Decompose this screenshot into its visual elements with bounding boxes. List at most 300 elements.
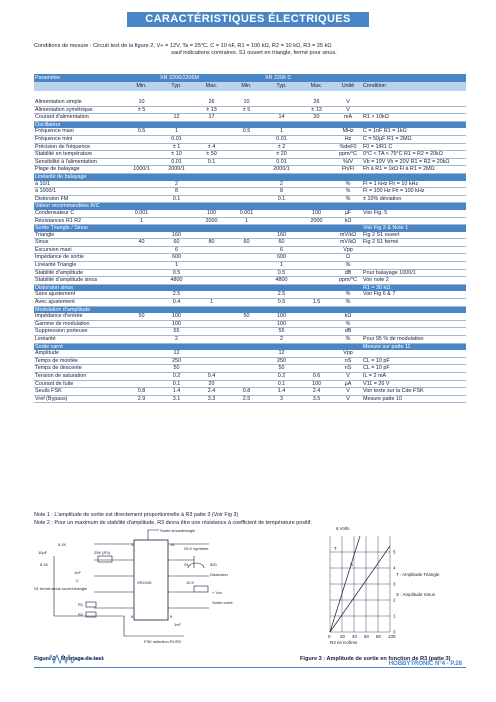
value-cell xyxy=(194,320,229,328)
x-tick-label: 100 xyxy=(388,634,396,639)
value-cell: kΩ xyxy=(334,217,362,225)
parameter-cell: Sinus xyxy=(34,239,124,247)
y-tick-label: 1 xyxy=(393,613,396,619)
value-cell: % xyxy=(334,188,362,196)
header-cell: XR 2206 C xyxy=(264,74,466,82)
parameter-cell: Précision de fréquence xyxy=(34,143,124,151)
value-cell: V xyxy=(334,99,362,106)
value-cell xyxy=(299,239,334,247)
value-cell xyxy=(124,372,159,380)
value-cell: 50 xyxy=(264,365,299,373)
value-cell: ± 5 xyxy=(229,106,264,114)
value-cell: % xyxy=(334,299,362,307)
subheader-cell: Max. xyxy=(299,82,334,91)
value-cell xyxy=(229,195,264,203)
value-cell xyxy=(229,254,264,262)
value-cell: MHz xyxy=(334,128,362,135)
table-subheader-row xyxy=(34,82,466,91)
value-cell: % xyxy=(334,291,362,298)
value-cell: V xyxy=(334,395,362,403)
waveform-logo-icon xyxy=(34,652,104,666)
value-cell: 1 xyxy=(229,217,264,225)
value-cell: 12 xyxy=(264,350,299,357)
value-cell: 3.1 xyxy=(159,395,194,403)
value-cell: ± 2 xyxy=(264,143,299,151)
value-cell: 40 xyxy=(124,239,159,247)
electrical-characteristics-table xyxy=(34,74,466,403)
value-cell: 100 xyxy=(299,380,334,388)
x-tick-label: 20 xyxy=(340,634,346,639)
value-cell: dB xyxy=(334,269,362,277)
value-cell xyxy=(194,135,229,143)
subheader-cell xyxy=(34,82,124,91)
section-header-row xyxy=(34,343,466,350)
value-cell: ± 13 xyxy=(299,106,334,114)
value-cell: 3.3 xyxy=(194,395,229,403)
value-cell: 100 xyxy=(299,210,334,217)
value-cell: 26 xyxy=(299,99,334,106)
sine-output-label: Sortie sinus/triangle xyxy=(160,528,196,533)
value-cell: 0.2 xyxy=(264,372,299,380)
footer-page-ref: HOBBYTRONIC N°4 - P.28 xyxy=(388,661,462,667)
value-cell: 60 xyxy=(159,239,194,247)
x-tick-label: 40 xyxy=(352,634,358,639)
value-cell: ± 50 xyxy=(194,151,229,159)
value-cell: 2.9 xyxy=(124,395,159,403)
value-cell xyxy=(159,217,194,225)
table-row xyxy=(34,232,466,239)
value-cell xyxy=(229,350,264,357)
value-cell xyxy=(229,269,264,277)
value-cell xyxy=(229,328,264,336)
section-header-row xyxy=(34,173,466,180)
value-cell: 6 xyxy=(264,246,299,254)
table-row xyxy=(34,328,466,336)
value-cell xyxy=(299,262,334,270)
value-cell xyxy=(299,313,334,320)
cap-c-label: C xyxy=(76,578,79,583)
y-tick-label: 5 xyxy=(393,549,396,555)
value-cell xyxy=(229,114,264,122)
square-output-label: Sortie carré xyxy=(212,600,233,605)
value-cell xyxy=(229,166,264,174)
x-axis-label: R3 en Kohms xyxy=(330,640,358,645)
y-tick-label: 0 xyxy=(393,629,396,635)
subheader-cell: Min. xyxy=(229,82,264,91)
value-cell: mV/kΩ xyxy=(334,239,362,247)
value-cell: 0.1 xyxy=(264,195,299,203)
r-5k1-label: 5.1K xyxy=(58,542,67,547)
table-row xyxy=(34,188,466,196)
page-title: CARACTÉRISTIQUES ÉLECTRIQUES xyxy=(127,12,369,27)
value-cell xyxy=(194,328,229,336)
value-cell xyxy=(194,336,229,344)
value-cell: Voir Fig 6 & 7 xyxy=(362,291,466,298)
value-cell: Fig 2 S1 fermé xyxy=(362,239,466,247)
r2-label: R2 xyxy=(78,612,84,617)
value-cell: 0.1 xyxy=(159,380,194,388)
value-cell: ± 4 xyxy=(194,143,229,151)
r3-label: 25K (R3) xyxy=(94,550,111,555)
value-cell xyxy=(362,246,466,254)
value-cell: Fig 2 S1 ouvert xyxy=(362,232,466,239)
value-cell: 1.4 xyxy=(264,388,299,396)
value-cell xyxy=(194,350,229,357)
value-cell: ± 10% déviation xyxy=(362,195,466,203)
value-cell: nS xyxy=(334,357,362,365)
table-row xyxy=(34,151,466,159)
r1-label: R1 xyxy=(78,602,84,607)
value-cell xyxy=(299,188,334,196)
table-row xyxy=(34,313,466,320)
value-cell: 1 xyxy=(159,262,194,270)
value-cell xyxy=(299,269,334,277)
value-cell xyxy=(264,99,299,106)
value-cell xyxy=(124,181,159,188)
value-cell: ± 5 xyxy=(124,106,159,114)
value-cell xyxy=(124,299,159,307)
value-cell: F0 = 1/R1 C xyxy=(362,143,466,151)
value-cell: 2 xyxy=(264,181,299,188)
cap-1nf-b-label: 1nF xyxy=(174,622,181,627)
value-cell xyxy=(229,372,264,380)
value-cell xyxy=(299,357,334,365)
parameter-cell: Impédance d'entrée xyxy=(34,313,124,320)
table-row xyxy=(34,181,466,188)
value-cell xyxy=(124,320,159,328)
value-cell: V xyxy=(334,388,362,396)
table-row xyxy=(34,357,466,365)
value-cell: 0.8 xyxy=(229,388,264,396)
value-cell xyxy=(124,143,159,151)
value-cell xyxy=(299,158,334,166)
note-2: Note 2 : Pour un maximum de stabilité d'amplitude, R3 devra être une résistance à coefficient de température positif. xyxy=(34,519,312,526)
value-cell: 250 xyxy=(159,357,194,365)
distortion-label: Distorsion xyxy=(210,572,228,577)
value-cell: 0.5 xyxy=(159,269,194,277)
value-cell xyxy=(124,151,159,159)
value-cell: % xyxy=(334,262,362,270)
s1-switch-label: S1 fermé:sinus ouvert:triangle xyxy=(34,586,88,591)
y-tick-label: 3 xyxy=(393,581,396,587)
value-cell: 0.1 xyxy=(194,158,229,166)
value-cell xyxy=(124,114,159,122)
value-cell: 0.5 xyxy=(264,269,299,277)
table-row xyxy=(34,114,466,122)
value-cell xyxy=(124,291,159,298)
value-cell: 0.5 xyxy=(229,128,264,135)
value-cell xyxy=(299,135,334,143)
value-cell: 26 xyxy=(194,99,229,106)
value-cell: 0°C < TA < 75°C R1 = R2 = 20kΩ xyxy=(362,151,466,159)
value-cell xyxy=(124,269,159,277)
value-cell xyxy=(124,135,159,143)
value-cell xyxy=(299,291,334,298)
parameter-cell: Sensibilité à l'alimentation xyxy=(34,158,124,166)
value-cell xyxy=(264,106,299,114)
section-condition: Voir Fig 3 & Note 1 xyxy=(362,225,466,232)
pin-1-label: 1 xyxy=(131,542,134,547)
value-cell xyxy=(124,188,159,196)
table-row xyxy=(34,106,466,114)
value-cell: 2000/1 xyxy=(159,166,194,174)
table-row xyxy=(34,254,466,262)
value-cell: 4800 xyxy=(264,277,299,285)
ic-label: XR2206 xyxy=(137,580,152,585)
value-cell: µF xyxy=(334,210,362,217)
value-cell: 55 xyxy=(159,328,194,336)
value-cell: 2.5 xyxy=(229,395,264,403)
value-cell: 12 xyxy=(159,350,194,357)
vcc-label: + Vcc xyxy=(212,590,223,595)
s1b-label: S1 xyxy=(184,562,189,567)
value-cell xyxy=(229,365,264,373)
value-cell: 4800 xyxy=(159,277,194,285)
value-cell: 0.1 xyxy=(264,380,299,388)
value-cell: 0.01 xyxy=(159,135,194,143)
value-cell xyxy=(159,106,194,114)
parameter-cell: Linéarité xyxy=(34,336,124,344)
value-cell: 55 xyxy=(264,328,299,336)
table-row xyxy=(34,217,466,225)
value-cell: Fl = 1 kHz Fh = 10 kHz xyxy=(362,181,466,188)
value-cell: dB xyxy=(334,328,362,336)
value-cell xyxy=(194,232,229,239)
parameter-cell: Fréquence maxi xyxy=(34,128,124,135)
value-cell: % xyxy=(334,181,362,188)
value-cell xyxy=(229,299,264,307)
table-row xyxy=(34,210,466,217)
parameter-cell: Condensateur C xyxy=(34,210,124,217)
value-cell xyxy=(362,106,466,114)
value-cell xyxy=(264,210,299,217)
section-header-row xyxy=(34,121,466,128)
value-cell: ± 13 xyxy=(194,106,229,114)
value-cell: Hz xyxy=(334,135,362,143)
parameter-cell: Résistances R1 R2 xyxy=(34,217,124,225)
table-row xyxy=(34,195,466,203)
value-cell xyxy=(229,277,264,285)
value-cell xyxy=(194,188,229,196)
value-cell: 1000/1 xyxy=(124,166,159,174)
value-cell: 50 xyxy=(159,365,194,373)
conditions-line-1: Conditions de mesure : Circuit test de la figure 2, V+ = 12V, Ta = 25°C, C = 10 nF, R1 = 100 kΩ, R2 = 10 kΩ, R3 = 25 kΩ xyxy=(34,43,332,49)
value-cell: 2.4 xyxy=(299,388,334,396)
parameter-cell: à 1000/1 xyxy=(34,188,124,196)
table-row xyxy=(34,372,466,380)
value-cell xyxy=(362,320,466,328)
table-row xyxy=(34,380,466,388)
value-cell: 2.4 xyxy=(194,388,229,396)
parameter-cell: Temps de descente xyxy=(34,365,124,373)
parameter-cell: Fréquence mini xyxy=(34,135,124,143)
y-tick-label: 4 xyxy=(393,565,396,571)
value-cell: 1 xyxy=(264,262,299,270)
table-row xyxy=(34,135,466,143)
value-cell: Fh/Fl xyxy=(334,166,362,174)
value-cell: Fl = 100 Hz Fh = 100 kHz xyxy=(362,188,466,196)
parameter-cell: Vref (Bypass) xyxy=(34,395,124,403)
value-cell xyxy=(124,380,159,388)
value-cell: 600 xyxy=(264,254,299,262)
value-cell xyxy=(299,350,334,357)
parameter-cell: Amplitude xyxy=(34,350,124,357)
value-cell xyxy=(159,210,194,217)
value-cell xyxy=(194,195,229,203)
value-cell xyxy=(299,143,334,151)
value-cell xyxy=(229,158,264,166)
subheader-cell: Typ. xyxy=(159,82,194,91)
value-cell: 0.2 xyxy=(159,372,194,380)
parameter-cell: Seuils FSK xyxy=(34,388,124,396)
value-cell: 2.5 xyxy=(159,291,194,298)
parameter-cell: Plage de balayage xyxy=(34,166,124,174)
value-cell xyxy=(124,350,159,357)
section-header-row xyxy=(34,284,466,291)
value-cell xyxy=(362,262,466,270)
value-cell: 1 xyxy=(159,128,194,135)
value-cell: Voir note 2 xyxy=(362,277,466,285)
value-cell: Vpp xyxy=(334,350,362,357)
r-10k-label: 10 K xyxy=(186,580,195,585)
value-cell: 1 xyxy=(124,217,159,225)
value-cell xyxy=(362,313,466,320)
parameter-cell: Suppression porteuse xyxy=(34,328,124,336)
value-cell xyxy=(194,166,229,174)
value-cell xyxy=(299,320,334,328)
value-cell: 0.8 xyxy=(124,388,159,396)
y-axis-label: 6 Volts xyxy=(336,526,350,531)
value-cell: kΩ xyxy=(334,313,362,320)
measurement-conditions xyxy=(34,43,474,57)
value-cell: ± 20 xyxy=(264,151,299,159)
value-cell: 2000 xyxy=(299,217,334,225)
value-cell: Fh à R1 = 1kΩ Fl à R1 = 2MΩ xyxy=(362,166,466,174)
value-cell: 0.001 xyxy=(229,210,264,217)
section-header-row xyxy=(34,306,466,313)
value-cell xyxy=(124,357,159,365)
value-cell: 80 xyxy=(194,239,229,247)
section-header-row xyxy=(34,225,466,232)
value-cell: 50 xyxy=(229,313,264,320)
value-cell xyxy=(299,128,334,135)
value-cell: 2000 xyxy=(194,217,229,225)
value-cell: % xyxy=(334,195,362,203)
footer-rule xyxy=(34,667,466,668)
value-cell: 0.4 xyxy=(159,299,194,307)
value-cell: 0.5 xyxy=(264,299,299,307)
table-row xyxy=(34,277,466,285)
value-cell xyxy=(194,246,229,254)
value-cell: 50 xyxy=(124,313,159,320)
value-cell: %deF0 xyxy=(334,143,362,151)
value-cell: V xyxy=(334,372,362,380)
value-cell: 60 xyxy=(264,239,299,247)
table-row xyxy=(34,158,466,166)
value-cell xyxy=(194,357,229,365)
value-cell xyxy=(194,262,229,270)
value-cell: Pour balayage 1000/1 xyxy=(362,269,466,277)
parameter-cell: Gamme de modulation xyxy=(34,320,124,328)
value-cell: 160 xyxy=(264,232,299,239)
table-row xyxy=(34,262,466,270)
value-cell xyxy=(229,181,264,188)
parameter-cell: Linéarité Triangle xyxy=(34,262,124,270)
fsk-label: FSK sélection R1/R2 xyxy=(144,639,182,644)
curve-t-label: T xyxy=(334,546,337,551)
value-cell: 2.5 xyxy=(264,291,299,298)
value-cell: 60 xyxy=(229,239,264,247)
value-cell: 1.4 xyxy=(159,388,194,396)
value-cell xyxy=(362,328,466,336)
value-cell xyxy=(299,328,334,336)
curve-s-label: S xyxy=(350,562,354,567)
value-cell: 100 xyxy=(159,313,194,320)
value-cell: 0.4 xyxy=(194,372,229,380)
value-cell xyxy=(124,195,159,203)
value-cell xyxy=(124,262,159,270)
subheader-cell: Min. xyxy=(124,82,159,91)
value-cell xyxy=(229,188,264,196)
value-cell xyxy=(124,246,159,254)
value-cell xyxy=(194,128,229,135)
value-cell xyxy=(229,246,264,254)
header-cell: XR 2206/2206M xyxy=(159,74,264,82)
r-500-label: 500 xyxy=(210,562,217,567)
figure-2-caption: Figure 2 : Montage de test xyxy=(34,656,104,662)
value-cell xyxy=(229,135,264,143)
value-cell xyxy=(362,254,466,262)
value-cell: mA xyxy=(334,114,362,122)
parameter-cell: Sans ajustement xyxy=(34,291,124,298)
value-cell: µA xyxy=(334,380,362,388)
x-tick-label: 80 xyxy=(376,634,382,639)
section-condition: Mesure sur patte 11 xyxy=(362,343,466,350)
value-cell: 20 xyxy=(194,380,229,388)
cap-1nf-label: 1nF xyxy=(74,570,81,575)
value-cell xyxy=(124,277,159,285)
value-cell xyxy=(124,328,159,336)
value-cell xyxy=(299,232,334,239)
x-tick-label: 60 xyxy=(364,634,370,639)
parameter-cell: Alimentation simple xyxy=(34,99,124,106)
value-cell: 1 xyxy=(264,128,299,135)
value-cell: % xyxy=(334,336,362,344)
section-condition: R1 = 30 kΩ xyxy=(362,284,466,291)
value-cell xyxy=(299,365,334,373)
parameter-cell: Triangle xyxy=(34,232,124,239)
value-cell: 100 xyxy=(264,320,299,328)
value-cell: 160 xyxy=(159,232,194,239)
amplitude-vs-r3-chart xyxy=(300,526,470,646)
parameter-cell: Stabilité d'amplitude sinus xyxy=(34,277,124,285)
table-row xyxy=(34,336,466,344)
value-cell xyxy=(229,143,264,151)
value-cell xyxy=(229,336,264,344)
value-cell: ppm/°C xyxy=(334,151,362,159)
parameter-cell: Impédance de sortie xyxy=(34,254,124,262)
parameter-cell: Temps de montée xyxy=(34,357,124,365)
legend-sine: S : Amplitude Sinus xyxy=(396,592,436,597)
value-cell: Vb = 10V Vh = 20V R1 = R2 = 20kΩ xyxy=(362,158,466,166)
parameter-cell: Courant d'alimentation xyxy=(34,114,124,122)
test-circuit-diagram xyxy=(34,526,244,646)
subheader-cell: Typ. xyxy=(264,82,299,91)
value-cell xyxy=(159,99,194,106)
parameter-cell: Alimentation symétrique xyxy=(34,106,124,114)
table-row xyxy=(34,299,466,307)
table-row xyxy=(34,143,466,151)
